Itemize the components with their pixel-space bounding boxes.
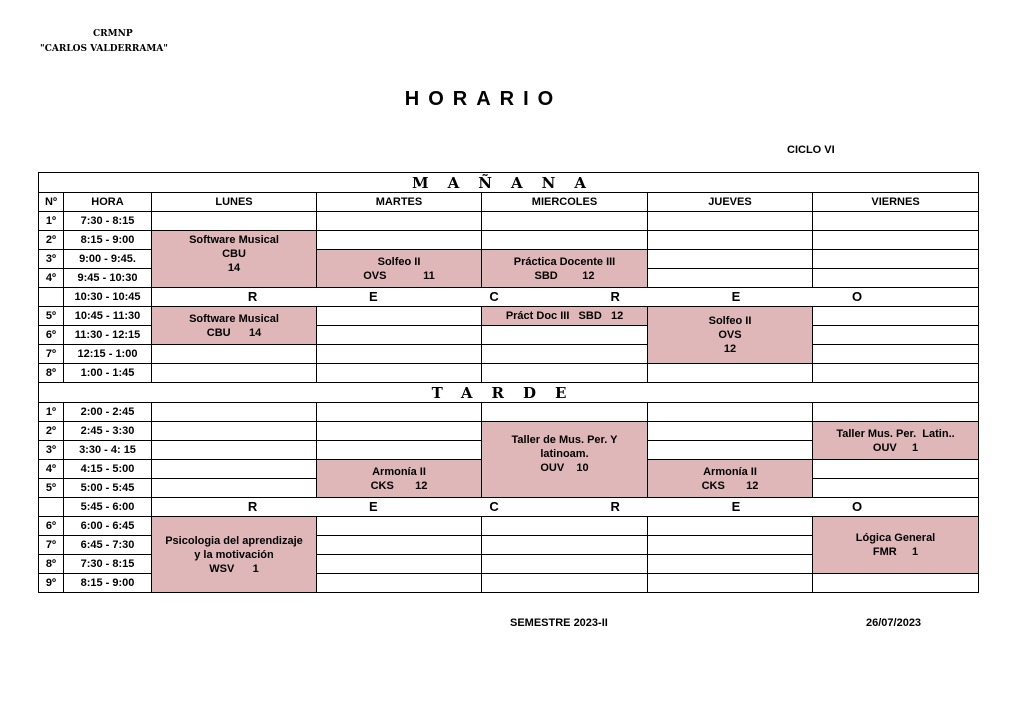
- class-miercoles-pract-doc: [482, 307, 648, 326]
- period-time: 7:30 - 8:15: [64, 555, 152, 574]
- recreo-letter: E: [731, 289, 741, 304]
- empty-slot: [152, 212, 317, 231]
- class-jueves-armonia: [648, 460, 813, 498]
- class-martes-armonia: [317, 460, 482, 498]
- period-time: 6:45 - 7:30: [64, 536, 152, 555]
- class-teacher-room: FMR 1: [872, 546, 919, 558]
- empty-slot: [317, 422, 482, 441]
- empty-slot: [317, 345, 482, 364]
- empty-slot: [813, 307, 979, 326]
- col-header-num: Nº: [39, 193, 64, 212]
- empty-slot: [317, 307, 482, 326]
- period-number: 5º: [39, 307, 64, 326]
- class-room: 14: [227, 262, 241, 274]
- recreo-letter: R: [247, 499, 258, 514]
- empty-slot: [482, 212, 648, 231]
- empty-slot: [152, 479, 317, 498]
- empty-slot: [813, 403, 979, 422]
- period-number: 8º: [39, 364, 64, 383]
- recreo-letter: C: [489, 499, 499, 514]
- class-info: Práct Doc III SBD 12: [505, 310, 624, 322]
- empty-slot: [813, 231, 979, 250]
- empty-slot: [648, 441, 813, 460]
- empty-slot: [813, 574, 979, 593]
- empty-slot: [482, 536, 648, 555]
- period-number: 1º: [39, 403, 64, 422]
- empty-slot: [813, 212, 979, 231]
- class-teacher-room: CBU 14: [206, 326, 262, 339]
- empty-slot: [648, 212, 813, 231]
- class-name-cont: latinoam.: [540, 447, 589, 460]
- period-time: 9:45 - 10:30: [64, 269, 152, 288]
- table-row: [39, 212, 979, 231]
- page-title: HORARIO: [404, 88, 563, 110]
- period-number: 2º: [39, 422, 64, 441]
- section-row-afternoon: [39, 383, 979, 403]
- period-time: 5:45 - 6:00: [64, 498, 152, 517]
- section-row-morning: [39, 173, 979, 193]
- period-time: 11:30 - 12:15: [64, 326, 152, 345]
- schedule-table: [38, 172, 979, 593]
- class-martes-solfeo: [317, 250, 482, 288]
- empty-slot: [482, 364, 648, 383]
- empty-slot: [648, 269, 813, 288]
- empty-slot: [648, 422, 813, 441]
- empty-slot: [152, 345, 317, 364]
- semester-label: SEMESTRE 2023-II: [510, 617, 608, 629]
- col-header-jueves: JUEVES: [648, 193, 813, 212]
- period-time: 10:30 - 10:45: [64, 288, 152, 307]
- section-title-morning: MAÑANA: [39, 173, 979, 193]
- class-name: Práctica Docente III: [513, 255, 616, 268]
- period-time: 4:15 - 5:00: [64, 460, 152, 479]
- recreo-letter: O: [851, 289, 863, 304]
- table-row: [39, 422, 979, 441]
- empty-slot: [317, 403, 482, 422]
- class-name: Lógica General: [855, 532, 936, 544]
- empty-slot: [648, 364, 813, 383]
- table-row: [39, 364, 979, 383]
- col-header-viernes: VIERNES: [813, 193, 979, 212]
- class-lunes-software-musical: [152, 231, 317, 288]
- period-number: 8º: [39, 555, 64, 574]
- empty-slot: [152, 441, 317, 460]
- empty-slot: [482, 517, 648, 536]
- period-time: 1:00 - 1:45: [64, 364, 152, 383]
- period-time: 7:30 - 8:15: [64, 212, 152, 231]
- class-name: Software Musical: [189, 234, 279, 246]
- class-room: 12: [723, 343, 737, 355]
- empty-slot: [648, 517, 813, 536]
- class-viernes-taller: [813, 422, 979, 460]
- header-row: [39, 193, 979, 212]
- period-time: 2:45 - 3:30: [64, 422, 152, 441]
- class-teacher-room: SBD 12: [534, 269, 595, 282]
- empty-slot: [482, 555, 648, 574]
- period-time: 12:15 - 1:00: [64, 345, 152, 364]
- institution-short: CRMNP: [93, 29, 133, 39]
- period-number: 3º: [39, 441, 64, 460]
- class-name-cont: y la motivación: [194, 548, 274, 561]
- empty-slot: [152, 422, 317, 441]
- period-number: 2º: [39, 231, 64, 250]
- recreo-row: [39, 288, 979, 307]
- period-time: 2:00 - 2:45: [64, 403, 152, 422]
- recreo-letter: R: [610, 499, 620, 514]
- col-header-lunes: LUNES: [152, 193, 317, 212]
- empty-slot: [317, 555, 482, 574]
- empty-slot: [648, 555, 813, 574]
- period-number: 1º: [39, 212, 64, 231]
- period-number: 6º: [39, 517, 64, 536]
- period-number: [39, 498, 64, 517]
- period-number: 5º: [39, 479, 64, 498]
- institution-name: "CARLOS VALDERRAMA": [40, 44, 168, 54]
- class-lunes-psicologia: [152, 517, 317, 593]
- col-header-miercoles: MIERCOLES: [482, 193, 648, 212]
- period-number: 7º: [39, 536, 64, 555]
- empty-slot: [152, 364, 317, 383]
- class-name: Solfeo II: [708, 315, 752, 327]
- empty-slot: [482, 231, 648, 250]
- period-time: 8:15 - 9:00: [64, 574, 152, 593]
- table-row: [39, 403, 979, 422]
- class-miercoles-practica-docente: [482, 250, 648, 288]
- class-miercoles-taller: [482, 422, 648, 498]
- cycle-label: CICLO VI: [787, 144, 835, 156]
- empty-slot: [152, 403, 317, 422]
- empty-slot: [813, 364, 979, 383]
- table-row: [39, 307, 979, 326]
- empty-slot: [482, 403, 648, 422]
- empty-slot: [813, 460, 979, 479]
- recreo-letter: O: [851, 499, 863, 514]
- empty-slot: [482, 345, 648, 364]
- recreo-banner: [152, 288, 979, 307]
- empty-slot: [648, 250, 813, 269]
- class-name: Solfeo II: [377, 255, 421, 268]
- period-number: 3º: [39, 250, 64, 269]
- empty-slot: [813, 345, 979, 364]
- recreo-letter: E: [731, 499, 741, 514]
- class-teacher-room: CKS 12: [701, 479, 759, 492]
- empty-slot: [482, 574, 648, 593]
- empty-slot: [648, 536, 813, 555]
- empty-slot: [317, 441, 482, 460]
- empty-slot: [648, 574, 813, 593]
- class-lunes-software-musical-2: [152, 307, 317, 345]
- empty-slot: [317, 364, 482, 383]
- recreo-banner: [152, 498, 979, 517]
- recreo-letter: E: [368, 289, 378, 304]
- class-teacher-room: CKS 12: [370, 479, 428, 492]
- class-jueves-solfeo: [648, 307, 813, 364]
- class-teacher-room: WSV 1: [209, 562, 259, 575]
- empty-slot: [648, 231, 813, 250]
- period-number: 4º: [39, 460, 64, 479]
- empty-slot: [317, 574, 482, 593]
- class-teacher-room: OVS 11: [363, 269, 435, 282]
- empty-slot: [317, 212, 482, 231]
- period-time: 9:00 - 9:45.: [64, 250, 152, 269]
- class-name: Taller de Mus. Per. Y: [511, 433, 618, 446]
- period-time: 3:30 - 4: 15: [64, 441, 152, 460]
- empty-slot: [813, 269, 979, 288]
- empty-slot: [317, 231, 482, 250]
- recreo-row: [39, 498, 979, 517]
- empty-slot: [648, 403, 813, 422]
- date-label: 26/07/2023: [866, 617, 922, 629]
- period-time: 8:15 - 9:00: [64, 231, 152, 250]
- empty-slot: [317, 517, 482, 536]
- period-number: [39, 288, 64, 307]
- empty-slot: [317, 326, 482, 345]
- empty-slot: [317, 536, 482, 555]
- recreo-letter: C: [489, 289, 499, 304]
- recreo-letter: R: [610, 289, 620, 304]
- class-teacher-room: OUV 1: [872, 441, 919, 454]
- class-viernes-logica: [813, 517, 979, 574]
- class-name: Armonía II: [372, 465, 426, 478]
- recreo-letter: R: [247, 289, 258, 304]
- table-row: [39, 231, 979, 250]
- table-row: [39, 345, 979, 364]
- empty-slot: [813, 479, 979, 498]
- class-teacher-room: OUV 10: [540, 461, 589, 474]
- period-number: 4º: [39, 269, 64, 288]
- empty-slot: [813, 326, 979, 345]
- period-time: 6:00 - 6:45: [64, 517, 152, 536]
- period-time: 5:00 - 5:45: [64, 479, 152, 498]
- empty-slot: [482, 326, 648, 345]
- section-title-afternoon: TARDE: [39, 383, 979, 403]
- table-row: [39, 517, 979, 536]
- col-header-martes: MARTES: [317, 193, 482, 212]
- class-name: Software Musical: [189, 312, 279, 325]
- period-number: 6º: [39, 326, 64, 345]
- class-name: Taller Mus. Per. Latin..: [836, 427, 955, 440]
- period-number: 9º: [39, 574, 64, 593]
- class-name: Armonía II: [703, 465, 757, 478]
- class-teacher: OVS: [718, 329, 742, 341]
- empty-slot: [152, 460, 317, 479]
- recreo-letter: E: [368, 499, 378, 514]
- period-number: 7º: [39, 345, 64, 364]
- empty-slot: [813, 250, 979, 269]
- class-name: Psicologia del aprendizaje: [165, 534, 303, 547]
- class-teacher: CBU: [222, 248, 246, 260]
- period-time: 10:45 - 11:30: [64, 307, 152, 326]
- col-header-hora: HORA: [64, 193, 152, 212]
